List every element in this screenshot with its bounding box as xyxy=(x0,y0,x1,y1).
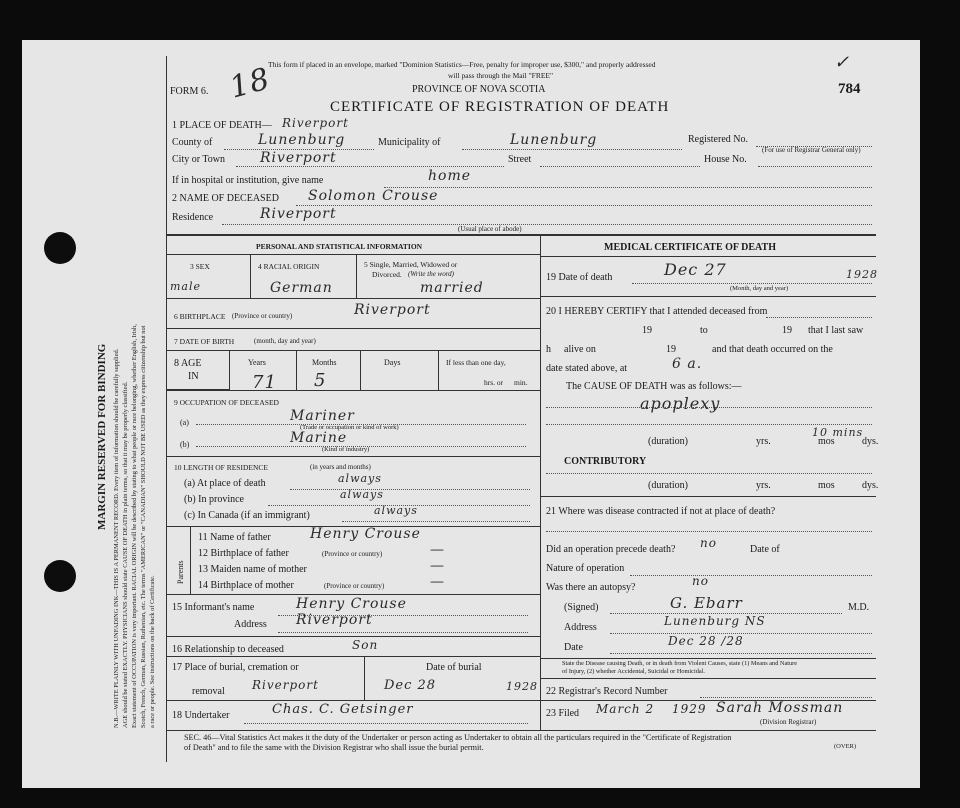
physician-address-label: Address xyxy=(564,622,597,633)
father-name-label: 11 Name of father xyxy=(198,532,271,543)
certify-19a: 19 xyxy=(642,325,652,336)
dob-label: 7 DATE OF BIRTH xyxy=(174,337,235,346)
residence-value: Riverport xyxy=(260,206,337,222)
duration-yrs: yrs. xyxy=(756,436,771,447)
residence-label: Residence xyxy=(172,212,214,223)
mail-notice: This form if placed in an envelope, marked "Dominion Statistics—Free, penalty for improper use, $300," and properly addressed xyxy=(268,60,656,69)
certificate-title: CERTIFICATE OF REGISTRATION OF DEATH xyxy=(330,99,670,115)
racial-origin-value: German xyxy=(270,280,333,296)
certify-last-saw: that I last saw xyxy=(808,325,864,336)
parents-label: Parents xyxy=(176,560,185,584)
birthplace-hint: (Province or country) xyxy=(232,312,293,320)
duration-label: (duration) xyxy=(648,436,688,447)
years-label: Years xyxy=(248,358,266,367)
date-of-death-label: 19 Date of death xyxy=(546,272,613,283)
handwritten-mark: 18 xyxy=(226,61,275,106)
md-label: M.D. xyxy=(848,602,870,613)
margin-note-1: N.B.—WRITE PLAINLY WITH UNFADING INK—THIS IS A PERMANENT RECORD. Every item of information should be carefully supplied. xyxy=(113,348,120,728)
margin-reserved-label: MARGIN RESERVED FOR BINDING xyxy=(96,343,108,530)
occupation-a-label: (a) xyxy=(180,418,189,427)
burial-date-value: Dec 28 xyxy=(384,678,437,693)
duration-yrs-2: yrs. xyxy=(756,480,771,491)
state-disease-note-1: State the Disease causing Death, or in death from Violent Causes, state (1) Means and Nature xyxy=(562,660,798,667)
physician-date-label: Date xyxy=(564,642,583,653)
form-number: FORM 6. xyxy=(170,86,209,97)
physician-signature: G. Ebarr xyxy=(670,594,743,612)
in-province-label: (b) In province xyxy=(184,494,244,505)
binding-hole-top xyxy=(44,232,76,264)
dob-hint: (month, day and year) xyxy=(254,337,316,345)
in-canada-value: always xyxy=(374,504,418,517)
municipality-value: Lunenburg xyxy=(510,132,598,148)
check-mark: ✓ xyxy=(834,52,851,73)
relationship-label: 16 Relationship to deceased xyxy=(172,644,284,655)
certify-19b: 19 xyxy=(782,325,792,336)
father-name-value: Henry Crouse xyxy=(310,526,421,542)
occupation-a-note: (Trade or occupation or kind of work) xyxy=(300,424,399,431)
mother-maiden-label: 13 Maiden name of mother xyxy=(198,564,307,575)
marital-value: married xyxy=(420,280,484,296)
physician-date-value: Dec 28 /28 xyxy=(668,634,744,648)
institution-label: If in hospital or institution, give name xyxy=(172,175,324,186)
operation-date-label: Date of xyxy=(750,544,780,555)
father-birthplace-hint: (Province or country) xyxy=(322,550,383,558)
over-label: (OVER) xyxy=(834,743,857,750)
burial-date-label: Date of burial xyxy=(426,662,482,673)
birthplace-label: 6 BIRTHPLACE xyxy=(174,312,226,321)
burial-place-value: Riverport xyxy=(252,678,319,692)
margin-note-3: Exact statement of OCCUPATION is very important. RACIAL ORIGIN will be described by stating to what people or race belonging, whether English, Irish, xyxy=(131,324,138,728)
record-number-label: 22 Registrar's Record Number xyxy=(546,686,668,697)
duration-dys: dys. xyxy=(862,436,879,447)
residence-length-hint: (in years and months) xyxy=(310,463,371,471)
name-of-deceased-label: 2 NAME OF DECEASED xyxy=(172,193,279,204)
duration-value: 10 mins xyxy=(812,426,864,439)
occupation-a-value: Mariner xyxy=(290,408,355,424)
footer-note-1: SEC. 46—Vital Statistics Act makes it the duty of the Undertaker or person acting as Undertaker to obtain all the particulars required in the "Certificate of Registration xyxy=(184,733,732,742)
county-label: County of xyxy=(172,137,213,148)
months-label: Months xyxy=(312,358,337,367)
name-of-deceased-value: Solomon Crouse xyxy=(308,188,439,204)
certify-date-stated: date stated above, at xyxy=(546,363,628,374)
occupation-b-note: (Kind of industry) xyxy=(322,446,370,453)
operation-label: Did an operation precede death? xyxy=(546,544,676,555)
autopsy-label: Was there an autopsy? xyxy=(546,582,636,593)
burial-place-label: 17 Place of burial, cremation or xyxy=(172,662,299,673)
age-years-value: 71 xyxy=(252,372,277,393)
binding-hole-bottom xyxy=(44,560,76,592)
duration-dys-2: dys. xyxy=(862,480,879,491)
hrs-label: hrs. or xyxy=(484,378,504,387)
filed-year-value: 1929 xyxy=(672,702,707,716)
operation-nature-label: Nature of operation xyxy=(546,563,625,574)
registrar-signature: Sarah Mossman xyxy=(716,700,844,716)
mother-maiden-value: — xyxy=(430,558,445,574)
street-label: Street xyxy=(508,154,532,165)
contributory-label: CONTRIBUTORY xyxy=(564,456,647,467)
autopsy-value: no xyxy=(692,574,709,588)
disease-contracted-label: 21 Where was disease contracted if not at place of death? xyxy=(546,506,776,517)
racial-origin-label: 4 RACIAL ORIGIN xyxy=(258,262,320,271)
duration-mos-2: mos xyxy=(818,480,835,491)
margin-note-2: AGE should be stated EXACTLY. PHYSICIANS should state CAUSE OF DEATH in plain terms, so that it may be properly classified. xyxy=(122,381,129,728)
age-label: 8 AGE xyxy=(174,358,202,369)
certify-time-value: 6 a. xyxy=(672,356,703,372)
in-province-value: always xyxy=(340,488,384,501)
father-birthplace-value: — xyxy=(430,542,445,558)
certify-h: h xyxy=(546,344,551,355)
cause-of-death-value: apoplexy xyxy=(640,394,721,413)
occupation-b-value: Marine xyxy=(290,430,348,446)
burial-year-value: 1928 xyxy=(506,680,538,693)
institution-value: home xyxy=(428,168,472,184)
marital-hint: (Write the word) xyxy=(408,270,455,278)
margin-note-5: a race or people. See instructions on the back of Certificate. xyxy=(149,575,156,728)
age-in-label: IN xyxy=(188,371,199,382)
at-place-label: (a) At place of death xyxy=(184,478,266,489)
less-than-day-label: If less than one day, xyxy=(446,358,506,367)
occupation-b-label: (b) xyxy=(180,440,190,449)
date-of-death-value: Dec 27 xyxy=(664,260,727,279)
residence-note: (Usual place of abode) xyxy=(458,225,522,233)
certificate-number: 784 xyxy=(838,81,861,97)
registered-no-note: (For use of Registrar General only) xyxy=(762,146,861,154)
occupation-label: 9 OCCUPATION OF DECEASED xyxy=(174,398,279,407)
days-label: Days xyxy=(384,358,401,367)
city-value: Riverport xyxy=(260,150,337,166)
informant-address-label: Address xyxy=(234,619,267,630)
certify-label: 20 I HEREBY CERTIFY that I attended deceased from xyxy=(546,306,768,317)
filed-label: 23 Filed xyxy=(546,708,580,719)
undertaker-label: 18 Undertaker xyxy=(172,710,230,721)
place-of-death-label: 1 PLACE OF DEATH— xyxy=(172,120,272,131)
municipality-label: Municipality of xyxy=(378,137,441,148)
age-months-value: 5 xyxy=(314,370,327,391)
mother-birthplace-value: — xyxy=(430,574,445,590)
house-no-label: House No. xyxy=(704,154,747,165)
certify-19c: 19 xyxy=(666,344,676,355)
registered-no-label: Registered No. xyxy=(688,134,748,145)
city-label: City or Town xyxy=(172,154,226,165)
mother-birthplace-label: 14 Birthplace of mother xyxy=(198,580,294,591)
medical-header: MEDICAL CERTIFICATE OF DEATH xyxy=(604,242,776,253)
at-place-value: always xyxy=(338,472,382,485)
physician-address-value: Lunenburg NS xyxy=(664,614,766,628)
burial-removal-label: removal xyxy=(192,686,225,697)
residence-length-label: 10 LENGTH OF RESIDENCE xyxy=(174,463,268,472)
place-of-death-value: Riverport xyxy=(282,116,349,130)
cause-of-death-label: The CAUSE OF DEATH was as follows:— xyxy=(566,381,742,392)
min-label: min. xyxy=(514,378,528,387)
state-disease-note-2: of Injury, (2) whether Accidental, Suicidal or Homicidal. xyxy=(562,668,705,675)
date-of-death-note: (Month, day and year) xyxy=(730,285,789,292)
informant-label: 15 Informant's name xyxy=(172,602,255,613)
sex-label: 3 SEX xyxy=(190,262,210,271)
certify-death-occurred: and that death occurred on the xyxy=(712,344,833,355)
informant-address-value: Riverport xyxy=(296,612,373,628)
personal-info-header: PERSONAL AND STATISTICAL INFORMATION xyxy=(256,242,423,251)
sex-value: male xyxy=(170,280,202,293)
filed-date-value: March 2 xyxy=(596,702,655,716)
signed-label: (Signed) xyxy=(564,602,599,613)
margin-note-4: Scotch, French, German, Russian, Ruthenian, etc. The terms "AMERICAN" or "CANADIAN" SHOULD NOT BE USED as they express citizenship but not xyxy=(140,325,147,728)
mail-notice-2: will pass through the Mail "FREE" xyxy=(448,71,554,80)
father-birthplace-label: 12 Birthplace of father xyxy=(198,548,289,559)
duration-label-2: (duration) xyxy=(648,480,688,491)
informant-value: Henry Crouse xyxy=(296,596,407,612)
date-of-death-year: 1928 xyxy=(846,268,878,281)
certify-alive-on: alive on xyxy=(564,344,596,355)
division-registrar-note: (Division Registrar) xyxy=(760,718,817,726)
marital-label-2: Divorced. xyxy=(372,270,402,279)
mother-birthplace-hint: (Province or country) xyxy=(324,582,385,590)
undertaker-value: Chas. C. Getsinger xyxy=(272,702,414,717)
province-label: PROVINCE OF NOVA SCOTIA xyxy=(412,84,546,95)
duration-mos: mos xyxy=(818,436,835,447)
birthplace-value: Riverport xyxy=(354,302,431,318)
footer-note-2: of Death" and to file the same with the Division Registrar who shall issue the burial permit. xyxy=(184,743,484,752)
in-canada-label: (c) In Canada (if an immigrant) xyxy=(184,510,310,521)
relationship-value: Son xyxy=(352,638,379,652)
county-value: Lunenburg xyxy=(258,132,346,148)
marital-label: 5 Single, Married, Widowed or xyxy=(364,260,458,269)
operation-value: no xyxy=(700,536,717,550)
certify-to: to xyxy=(700,325,708,336)
